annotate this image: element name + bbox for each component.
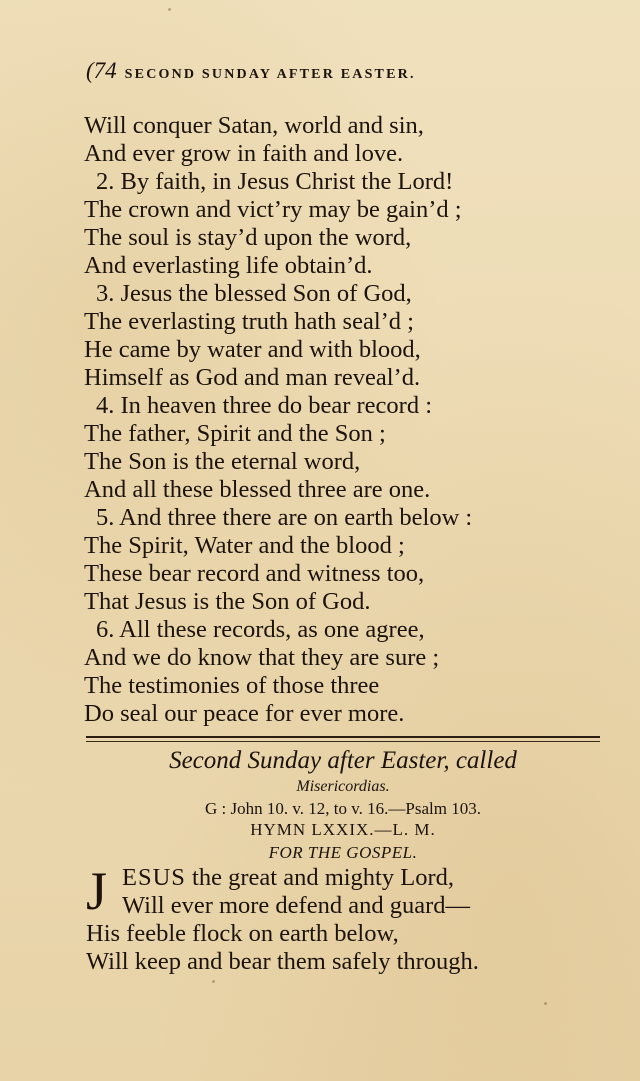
verse-line: 5. And three there are on earth below : <box>96 504 473 531</box>
verse-line: The soul is stay’d upon the word, <box>84 224 412 251</box>
running-head: SECOND SUNDAY AFTER EASTER. <box>124 67 416 82</box>
verse-line: The crown and vict’ry may be gain’d ; <box>84 196 462 223</box>
drop-cap: J <box>86 861 108 921</box>
verse-line: 6. All these records, as one agree, <box>96 616 425 643</box>
paper-speck <box>212 980 215 983</box>
hymn-line: Will keep and bear them safely through. <box>86 948 479 975</box>
verse-line: The Spirit, Water and the blood ; <box>84 532 405 559</box>
section-divider-thin <box>86 741 600 742</box>
hymn-text <box>86 861 606 976</box>
verse-line: And we do know that they are sure ; <box>84 644 440 671</box>
verse-line: 4. In heaven three do bear record : <box>96 392 433 419</box>
hymn-line: Will ever more defend and guard— <box>122 892 471 919</box>
verse-line: Do seal our peace for ever more. <box>84 700 405 727</box>
verse-line: The Son is the eternal word, <box>84 448 361 475</box>
page-header <box>86 58 606 88</box>
verse-line: 3. Jesus the blessed Son of God, <box>96 280 412 307</box>
verse-line: The everlasting truth hath seal’d ; <box>84 308 414 335</box>
hymn-verses <box>84 112 604 728</box>
verse-line: And all these blessed three are one. <box>84 476 431 503</box>
page-number: (74 <box>86 58 117 83</box>
verse-line: And ever grow in faith and love. <box>84 140 404 167</box>
paper-speck <box>168 8 171 11</box>
verse-line: The father, Spirit and the Son ; <box>84 420 386 447</box>
verse-line: Will conquer Satan, world and sin, <box>84 112 424 139</box>
hymn-first-line <box>86 864 606 892</box>
verse-line: That Jesus is the Son of God. <box>84 588 371 615</box>
section-title: Second Sunday after Easter, called <box>169 747 517 774</box>
hymn-number: HYMN LXXIX.—L. M. <box>250 820 436 839</box>
paper-speck <box>544 1002 547 1005</box>
verse-line: Himself as God and man reveal’d. <box>84 364 421 391</box>
section-subtitle: Misericordias. <box>296 778 390 795</box>
verse-line: These bear record and witness too, <box>84 560 425 587</box>
hymn-first-caps: ESUS <box>122 864 186 891</box>
hymn-subject: FOR THE GOSPEL. <box>268 843 418 862</box>
verse-line: The testimonies of those three <box>84 672 380 699</box>
hymn-first-rest: the great and mighty Lord, <box>185 864 454 891</box>
hymn-line: His feeble flock on earth below, <box>86 920 399 947</box>
scripture-readings: G : John 10. v. 12, to v. 16.—Psalm 103. <box>205 799 481 818</box>
verse-line: He came by water and with blood, <box>84 336 421 363</box>
verse-line: And everlasting life obtain’d. <box>84 252 373 279</box>
verse-line: 2. By faith, in Jesus Christ the Lord! <box>96 168 454 195</box>
section-divider <box>86 736 600 738</box>
